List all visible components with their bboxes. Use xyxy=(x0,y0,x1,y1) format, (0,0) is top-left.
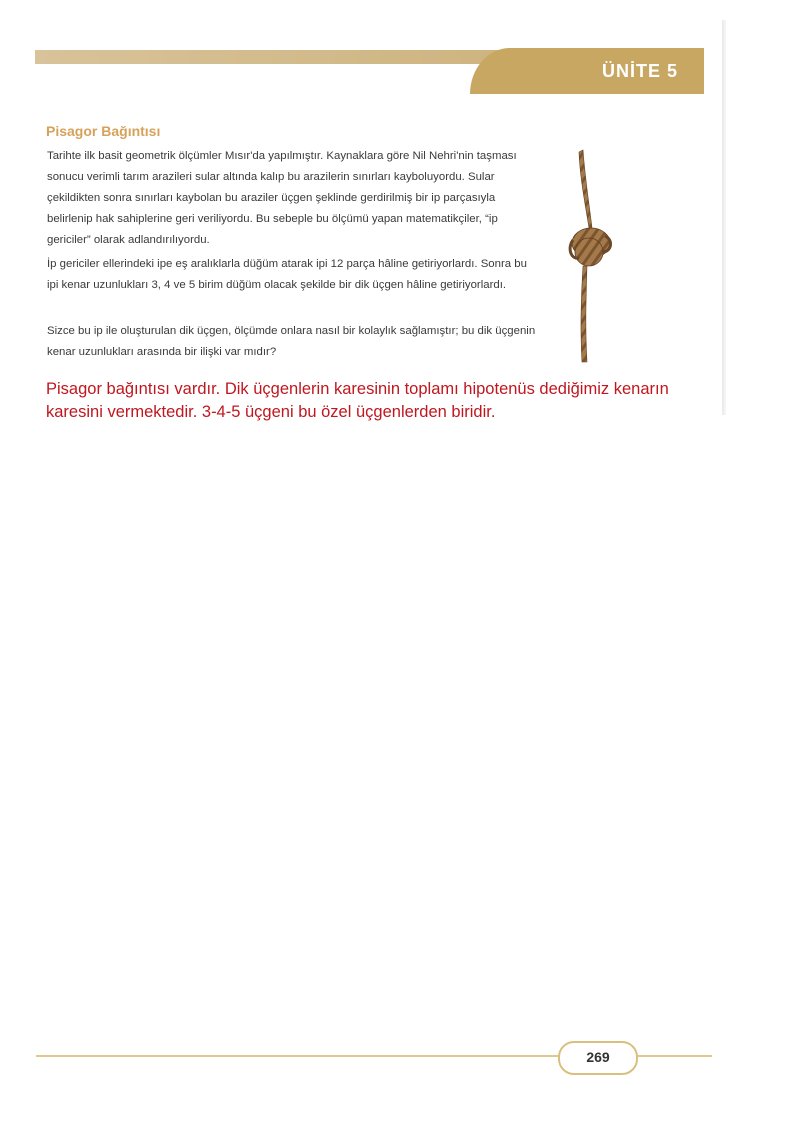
header-band xyxy=(35,50,535,64)
unit-label: ÜNİTE 5 xyxy=(601,61,678,81)
handwritten-answer: Pisagor bağıntısı vardır. Dik üçgenlerin karesinin toplamı hipotenüs dediğimiz kenarın karesini vermektedir. 3-4-5 üçgeni bu özel üçgenlerden biridir. xyxy=(46,380,669,421)
unit-tab xyxy=(470,48,704,94)
page-edge-shadow xyxy=(722,20,726,415)
section-title: Pisagor Bağıntısı xyxy=(46,123,161,139)
paragraph-question: Sizce bu ip ile oluşturulan dik üçgen, ölçümde onlara nasıl bir kolaylık sağlamıştır; bu dik üçgenin kenar uzunlukları arasında bir ilişki var mıdır? xyxy=(47,325,536,358)
paragraph-rope-stretchers: İp gericiler ellerindeki ipe eş aralıklarla düğüm atarak ipi 12 parça hâline getiriyorlardı. Sonra bu ipi kenar uzunlukları 3, 4 ve 5 birim düğüm olacak şekilde bir dik üçgen hâline getiriyorlardı. xyxy=(47,258,527,291)
page-number: 269 xyxy=(586,1049,610,1065)
paragraph-history: Tarihte ilk basit geometrik ölçümler Mısır'da yapılmıştır. Kaynaklara göre Nil Nehri'nin taşması sonucu verimli tarım arazileri sular altında kalıp bu arazilerin sınırları kayboluyordu. Sular çekildikten sonra sınırları kaybolan bu araziler üçgen şeklinde gerdirilmiş bir ip parçasıyla belirlenip hak sahiplerine geri veriliyordu. Bu sebeple bu ölçümü yapan matematikçiler, “ip gericiler” olarak adlandırılıyordu. xyxy=(47,150,517,246)
page-number-box xyxy=(558,1041,638,1075)
knotted-rope-image xyxy=(565,148,615,364)
